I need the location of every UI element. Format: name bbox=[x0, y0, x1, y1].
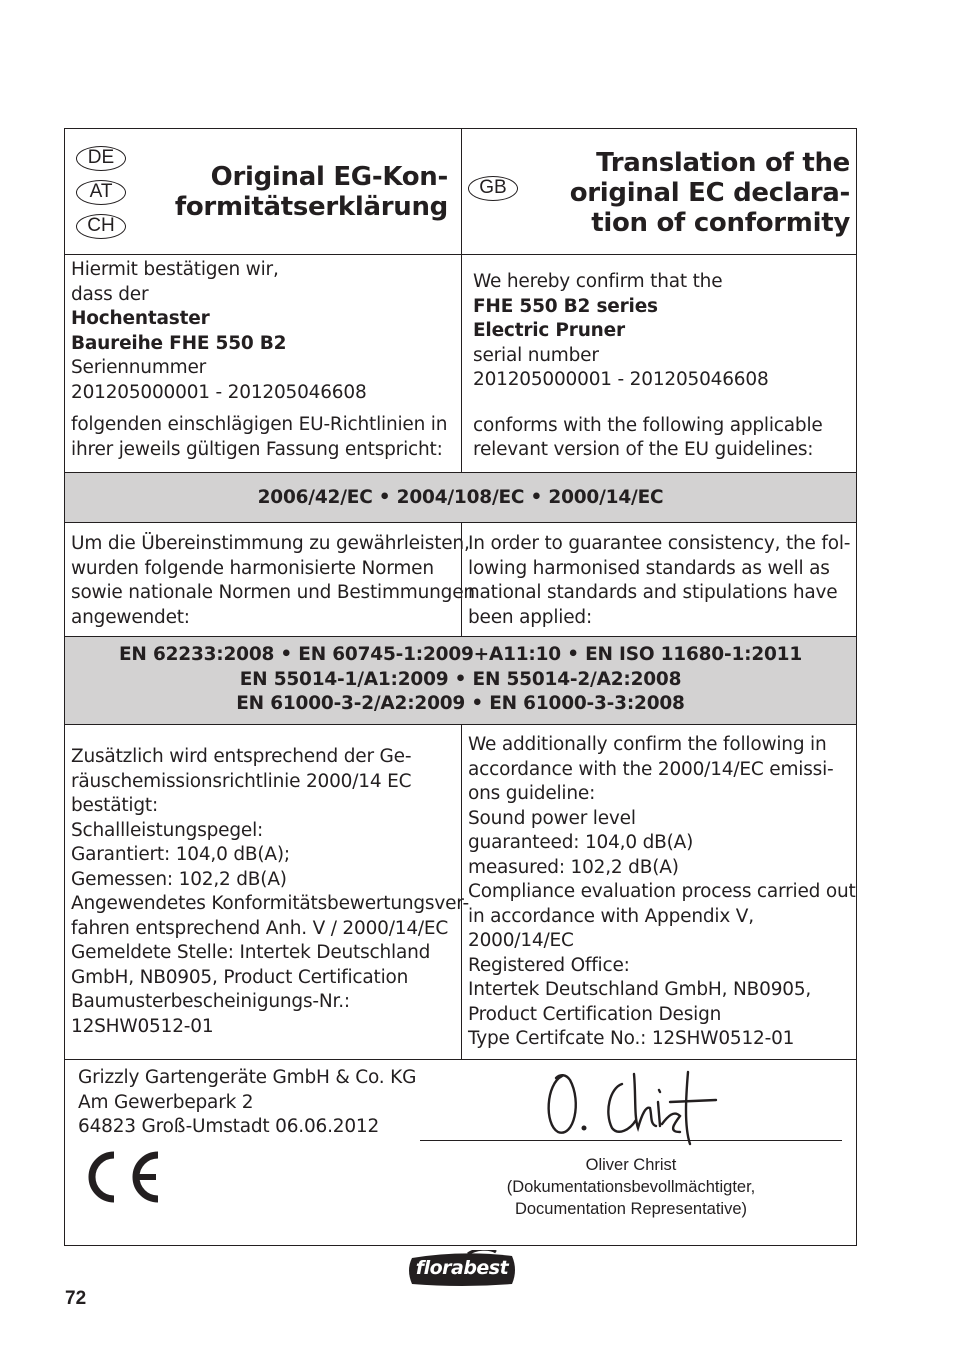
company-address bbox=[78, 1066, 416, 1140]
text-line: lowing harmonised standards as well as bbox=[468, 557, 830, 579]
title-english bbox=[570, 148, 850, 238]
company-street: Am Gewerbepark 2 bbox=[78, 1091, 254, 1113]
signatory-role: (Dokumentationsbevollmächtigter, bbox=[506, 1178, 756, 1196]
text-line: Registered Office: bbox=[468, 954, 630, 976]
standards-intro-german bbox=[71, 532, 475, 630]
text-line: Schallleistungspegel: bbox=[71, 819, 264, 841]
text-line: ons guideline: bbox=[468, 783, 596, 804]
text-line: Compliance evaluation process carried out bbox=[468, 881, 856, 902]
serial-range: 201205000001 - 201205046608 bbox=[71, 381, 367, 403]
standards-list bbox=[64, 643, 857, 717]
text-line: Angewendetes Konformitätsbewertungsver- bbox=[71, 893, 469, 914]
ce-mark-icon bbox=[80, 1148, 164, 1206]
standards-intro-english bbox=[468, 532, 850, 630]
country-badge-at: AT bbox=[76, 180, 126, 205]
text-line: relevant version of the EU guidelines: bbox=[473, 439, 814, 460]
product-name: Hochentaster bbox=[71, 308, 210, 329]
text-line: guaranteed: 104,0 dB(A) bbox=[468, 832, 694, 853]
text-line: folgenden einschlägigen EU-Richtlinien in bbox=[71, 414, 448, 435]
confirm-text-german bbox=[71, 258, 447, 462]
text-line: Gemeldete Stelle: Intertek Deutschland bbox=[71, 942, 431, 963]
signatory-role-en: Documentation Representative) bbox=[514, 1200, 748, 1218]
text-line: conforms with the following applicable bbox=[473, 414, 823, 436]
country-badge-de: DE bbox=[76, 146, 126, 171]
standards-line: EN 61000-3-2/A2:2009 • EN 61000-3-3:2008 bbox=[236, 693, 685, 714]
product-series: Baureihe FHE 550 B2 bbox=[71, 332, 287, 354]
text-line: Product Certification Design bbox=[468, 1003, 722, 1025]
text-line: in accordance with Appendix V, bbox=[468, 905, 754, 927]
text-line: Intertek Deutschland GmbH, NB0905, bbox=[468, 979, 812, 1000]
noise-text-german bbox=[71, 745, 469, 1039]
column-divider bbox=[461, 129, 462, 473]
florabest-logo bbox=[406, 1250, 518, 1288]
noise-text-english bbox=[468, 733, 856, 1052]
serial-label: serial number bbox=[473, 344, 599, 366]
text-line: fahren entsprechend Anh. V / 2000/14/EC bbox=[71, 917, 449, 939]
title-line: original EC declara- bbox=[569, 178, 850, 208]
text-line: We hereby confirm that the bbox=[473, 271, 723, 292]
standards-line: EN 55014-1/A1:2009 • EN 55014-2/A2:2008 bbox=[239, 668, 682, 690]
signatory-info bbox=[420, 1154, 842, 1220]
text-line: GmbH, NB0905, Product Certification bbox=[71, 966, 409, 988]
title-line: tion of conformity bbox=[591, 208, 850, 238]
title-line: Translation of the bbox=[596, 148, 850, 178]
signatory-name: Oliver Christ bbox=[585, 1156, 677, 1174]
text-line: Zusätzlich wird entsprechend der Ge- bbox=[71, 746, 412, 767]
text-line: Type Certifcate No.: 12SHW0512-01 bbox=[468, 1028, 795, 1049]
text-line: Baumusterbescheinigungs-Nr.: bbox=[71, 991, 350, 1012]
product-name: Electric Pruner bbox=[473, 320, 625, 341]
title-line: Original EG-Kon- bbox=[210, 162, 448, 192]
text-line: Garantiert: 104,0 dB(A); bbox=[71, 844, 290, 865]
text-line: räuschemissionsrichtlinie 2000/14 EC bbox=[71, 770, 412, 792]
text-line: We additionally confirm the following in bbox=[468, 734, 827, 755]
country-badge-ch: CH bbox=[76, 214, 126, 239]
company-name: Grizzly Gartengeräte GmbH & Co. KG bbox=[78, 1067, 417, 1088]
text-line: Um die Übereinstimmung zu gewährleisten, bbox=[71, 533, 470, 554]
text-line: 2000/14/EC bbox=[468, 930, 574, 951]
text-line: Hiermit bestätigen wir, bbox=[71, 259, 279, 280]
brand-name: florabest bbox=[415, 1257, 509, 1279]
text-line: ihrer jeweils gültigen Fassung entspricht: bbox=[71, 438, 443, 460]
text-line: In order to guarantee consistency, the fol- bbox=[468, 533, 851, 554]
signature-image bbox=[540, 1066, 720, 1148]
title-german bbox=[175, 162, 448, 222]
text-line: 12SHW0512-01 bbox=[71, 1015, 214, 1037]
standards-line: EN 62233:2008 • EN 60745-1:2009+A11:10 • EN ISO 11680-1:2011 bbox=[118, 644, 803, 665]
company-city-date: 64823 Groß-Umstadt 06.06.2012 bbox=[78, 1116, 380, 1137]
text-line: Sound power level bbox=[468, 807, 636, 829]
text-line: accordance with the 2000/14/EC emissi- bbox=[468, 758, 834, 780]
text-line: been applied: bbox=[468, 606, 592, 628]
text-line: national standards and stipulations have bbox=[468, 582, 838, 603]
serial-label: Seriennummer bbox=[71, 357, 207, 378]
text-line: measured: 102,2 dB(A) bbox=[468, 856, 679, 878]
country-badge-gb: GB bbox=[468, 176, 518, 201]
product-series: FHE 550 B2 series bbox=[473, 295, 658, 317]
serial-range: 201205000001 - 201205046608 bbox=[473, 369, 769, 390]
text-line: angewendet: bbox=[71, 606, 190, 628]
directives-list: 2006/42/EC • 2004/108/EC • 2000/14/EC bbox=[257, 487, 664, 508]
text-line: Gemessen: 102,2 dB(A) bbox=[71, 868, 287, 890]
confirm-text-english bbox=[473, 270, 823, 463]
text-line: dass der bbox=[71, 283, 149, 305]
signature-line bbox=[420, 1140, 842, 1141]
title-line: formitätserklärung bbox=[174, 192, 448, 222]
text-line: wurden folgende harmonisierte Normen bbox=[71, 557, 434, 579]
page-number: 72 bbox=[65, 1288, 87, 1309]
text-line: sowie nationale Normen und Bestimmungen bbox=[71, 582, 475, 603]
text-line: bestätigt: bbox=[71, 795, 158, 816]
